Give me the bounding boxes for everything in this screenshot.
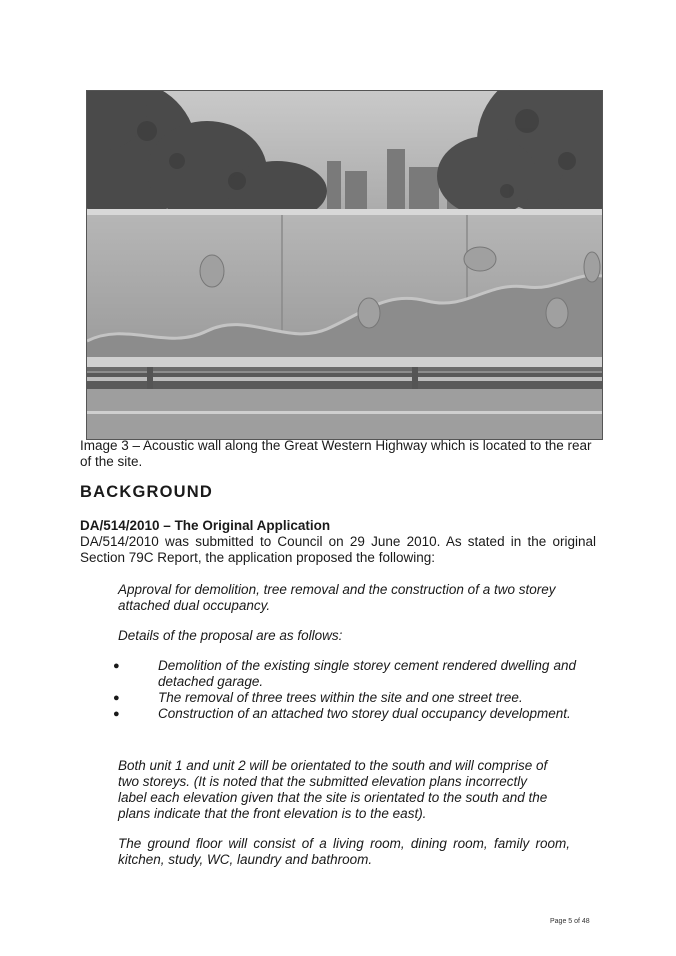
units-paragraph: Both unit 1 and unit 2 will be orientated to the south and will comprise of two storeys. (It is noted that the submitted elevation plans incorrectly label each elevation given that the site is orientated to the south and the plans indicate that the front elevation is to the east).: [118, 758, 548, 821]
acoustic-wall-photo: [86, 90, 603, 440]
list-item-text: Demolition of the existing single storey cement rendered dwelling and detached garage.: [158, 658, 576, 689]
proposal-bullet-list: [110, 658, 576, 722]
bullet-icon: ●: [113, 692, 120, 704]
intro-paragraph: DA/514/2010 was submitted to Council on 29 June 2010. As stated in the original Section 79C Report, the application proposed the following:: [80, 534, 596, 565]
bullet-icon: ●: [113, 660, 120, 672]
ground-floor-paragraph: The ground floor will consist of a living room, dining room, family room, kitchen, study, WC, laundry and bathroom.: [118, 836, 570, 867]
section-heading: BACKGROUND: [80, 483, 213, 501]
figure-caption: Image 3 – Acoustic wall along the Great Western Highway which is located to the rear of the site.: [80, 438, 592, 469]
bullet-icon: ●: [113, 708, 120, 720]
list-item: [110, 690, 576, 706]
list-item-text: Construction of an attached two storey dual occupancy development.: [158, 706, 571, 721]
approval-quote: Approval for demolition, tree removal and the construction of a two storey attached dual occupancy.: [118, 582, 556, 613]
details-intro: Details of the proposal are as follows:: [118, 628, 343, 643]
list-item-text: The removal of three trees within the site and one street tree.: [158, 690, 523, 705]
list-item: [110, 706, 576, 722]
subsection-heading: DA/514/2010 – The Original Application: [80, 518, 331, 533]
list-item: [110, 658, 576, 690]
page-number: Page 5 of 48: [550, 918, 590, 925]
